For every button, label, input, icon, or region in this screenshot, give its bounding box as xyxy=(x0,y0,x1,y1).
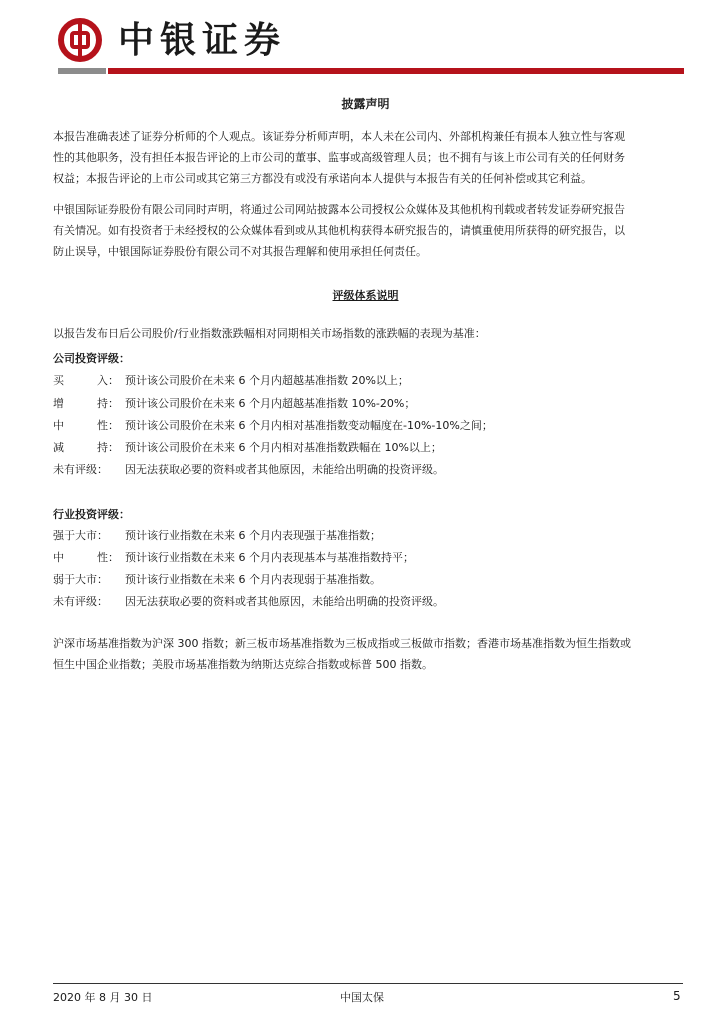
footer-date: 2020 年 8 月 30 日 xyxy=(53,991,153,1004)
company-rating-heading: 公司投资评级： xyxy=(53,352,130,365)
industry-rating-heading: 行业投资评级： xyxy=(53,508,130,521)
company-rating-row xyxy=(53,439,678,457)
rating-key: 中 性： xyxy=(53,551,119,564)
benchmark-paragraph xyxy=(53,633,678,675)
text-line: 权益；本报告评论的上市公司或其它第三方都没有或没有承诺向本人提供与本报告有关的任何补偿或其它利益。 xyxy=(53,172,592,185)
rating-key: 中 性： xyxy=(53,419,119,432)
rating-key: 未有评级： xyxy=(53,595,108,608)
text-line: 有关情况。如有投资者于未经授权的公众媒体看到或从其他机构获得本研究报告的，请慎重使用所获得的研究报告，以 xyxy=(53,224,625,237)
industry-rating-row xyxy=(53,593,678,611)
industry-rating-row xyxy=(53,549,678,567)
header-bar-red xyxy=(108,68,684,74)
text-line: 中银国际证券股份有限公司同时声明，将通过公司网站披露本公司授权公众媒体及其他机构刊载或者转发证券研究报告 xyxy=(53,203,625,216)
rating-key: 弱于大市： xyxy=(53,573,108,586)
disclosure-title: 披露声明 xyxy=(341,97,390,111)
company-rating-row xyxy=(53,372,678,390)
industry-rating-row xyxy=(53,571,678,589)
rating-key: 增 持： xyxy=(53,397,119,410)
rating-system-title: 评级体系说明 xyxy=(332,289,399,302)
page-header xyxy=(58,16,684,74)
rating-key: 强于大市： xyxy=(53,529,108,542)
text-line: 本报告准确表述了证券分析师的个人观点。该证券分析师声明，本人未在公司内、外部机构兼任有损本人独立性与客观 xyxy=(53,130,625,143)
rating-desc: 预计该公司股价在未来 6 个月内超越基准指数 10%-20%； xyxy=(125,397,416,410)
text-line: 性的其他职务，没有担任本报告评论的上市公司的董事、监事或高级管理人员；也不拥有与该上市公司有关的任何财务 xyxy=(53,151,625,164)
text-line: 恒生中国企业指数；美股市场基准指数为纳斯达克综合指数或标普 500 指数。 xyxy=(53,658,433,671)
rating-desc: 预计该公司股价在未来 6 个月内相对基准指数变动幅度在-10%-10%之间； xyxy=(125,419,493,432)
rating-desc: 预计该公司股价在未来 6 个月内相对基准指数跌幅在 10%以上； xyxy=(125,441,442,454)
text-line: 沪深市场基准指数为沪深 300 指数；新三板市场基准指数为三板成指或三板做市指数；香港市场基准指数为恒生指数或 xyxy=(53,637,631,650)
brand-name: 中银证券 xyxy=(118,19,287,61)
disclosure-paragraph-2 xyxy=(53,199,678,262)
rating-intro: 以报告发布日后公司股价/行业指数涨跌幅相对同期相关市场指数的涨跌幅的表现为基准： xyxy=(53,327,486,340)
industry-rating-row xyxy=(53,527,678,545)
rating-desc: 因无法获取必要的资料或者其他原因，未能给出明确的投资评级。 xyxy=(125,463,444,476)
rating-desc: 预计该行业指数在未来 6 个月内表现强于基准指数； xyxy=(125,529,381,542)
rating-desc: 预计该行业指数在未来 6 个月内表现基本与基准指数持平； xyxy=(125,551,414,564)
footer-divider xyxy=(53,983,683,984)
company-rating-row xyxy=(53,417,678,435)
company-rating-row xyxy=(53,461,678,479)
company-rating-row xyxy=(53,395,678,413)
rating-key: 未有评级： xyxy=(53,463,108,476)
footer-company: 中国太保 xyxy=(340,991,384,1004)
rating-desc: 预计该公司股价在未来 6 个月内超越基准指数 20%以上； xyxy=(125,374,409,387)
text-line: 防止误导，中银国际证券股份有限公司不对其报告理解和使用承担任何责任。 xyxy=(53,245,427,258)
rating-desc: 因无法获取必要的资料或者其他原因，未能给出明确的投资评级。 xyxy=(125,595,444,608)
footer-page-number: 5 xyxy=(673,989,681,1003)
bank-of-china-logo-icon xyxy=(58,18,102,62)
header-bar-gray xyxy=(58,68,106,74)
rating-desc: 预计该行业指数在未来 6 个月内表现弱于基准指数。 xyxy=(125,573,381,586)
rating-key: 减 持： xyxy=(53,441,119,454)
disclosure-paragraph-1 xyxy=(53,126,678,189)
rating-key: 买 入： xyxy=(53,374,119,387)
